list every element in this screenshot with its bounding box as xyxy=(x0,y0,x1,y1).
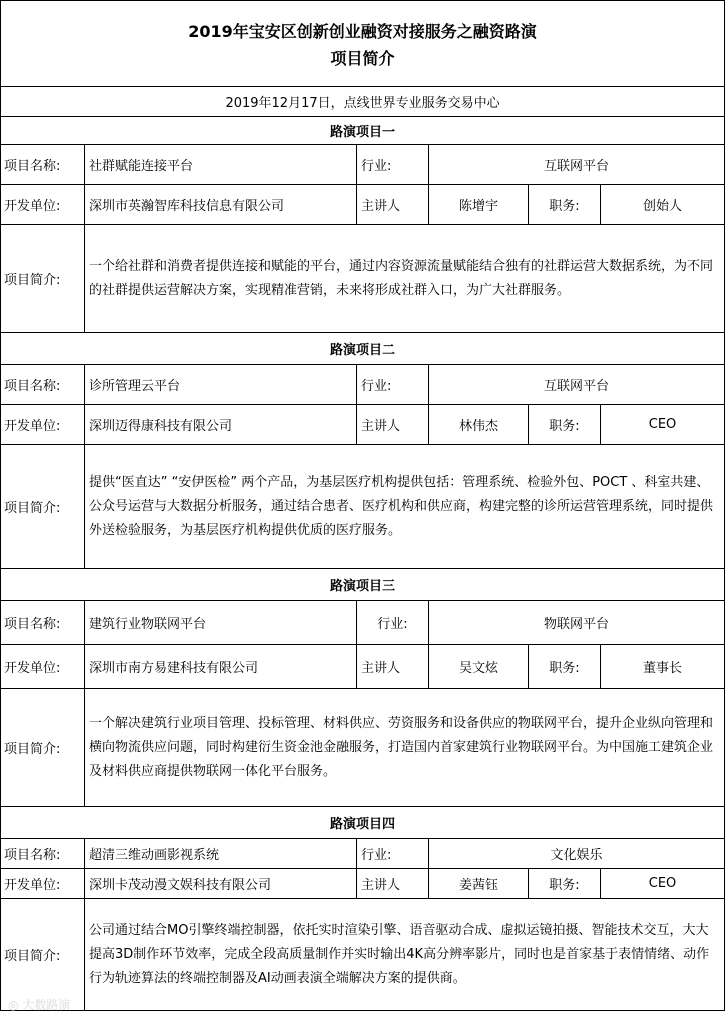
section-heading: 路演项目一 xyxy=(1,117,725,145)
industry-value: 物联网平台 xyxy=(429,601,725,645)
project-description: 一个给社群和消费者提供连接和赋能的平台，通过内容资源流量赋能结合独有的社群运营大数据系统，为不同的社群提供运营解决方案，实现精准营销，未来将形成社群入口，为广大社群服务。 xyxy=(85,225,725,333)
section-heading: 路演项目四 xyxy=(1,807,725,839)
intro-label: 项目简介: xyxy=(1,689,85,807)
project-description: 公司通过结合MO引擎终端控制器，依托实时渲染引擎、语音驱动合成、虚拟运镜拍摄、智能技术交互，大大提高3D制作环节效率，完成全段高质量制作并实时输出4K高分辨率影片，同时也是首家基于表情情绪、动作行为轨迹算法的终端控制器及AI动画表演全端解决方案的提供商。 xyxy=(85,899,725,1011)
position-label: 职务: xyxy=(529,405,601,445)
section-heading: 路演项目三 xyxy=(1,569,725,601)
industry-value: 文化娱乐 xyxy=(429,839,725,869)
presenter-value: 姜茜钰 xyxy=(429,869,529,899)
project-name: 社群赋能连接平台 xyxy=(85,145,357,185)
position-value: CEO xyxy=(601,869,725,899)
intro-label: 项目简介: xyxy=(1,899,85,1011)
name-label: 项目名称: xyxy=(1,145,85,185)
industry-value: 互联网平台 xyxy=(429,365,725,405)
presenter-value: 陈增宇 xyxy=(429,185,529,225)
industry-label: 行业: xyxy=(357,365,429,405)
position-label: 职务: xyxy=(529,869,601,899)
project-description: 一个解决建筑行业项目管理、投标管理、材料供应、劳资服务和设备供应的物联网平台，提升企业纵向管理和横向物流供应问题，同时构建衍生资金池金融服务，打造国内首家建筑行业物联网平台。为中国施工建筑企业及材料供应商提供物联网一体化平台服务。 xyxy=(85,689,725,807)
developer-value: 深圳卡茂动漫文娱科技有限公司 xyxy=(85,869,357,899)
watermark-text: 大数路演 xyxy=(22,998,71,1012)
developer-label: 开发单位: xyxy=(1,645,85,689)
presenter-label: 主讲人 xyxy=(357,405,429,445)
developer-value: 深圳迈得康科技有限公司 xyxy=(85,405,357,445)
position-value: 创始人 xyxy=(601,185,725,225)
position-label: 职务: xyxy=(529,645,601,689)
page-title xyxy=(1,1,725,87)
developer-label: 开发单位: xyxy=(1,869,85,899)
position-value: CEO xyxy=(601,405,725,445)
project-description: 提供“医直达” “安伊医检” 两个产品，为基层医疗机构提供包括：管理系统、检验外包、POCT 、科室共建、公众号运营与大数据分析服务，通过结合患者、医疗机构和供应商，构建完整的诊所运营管理系统，同时提供外送检验服务，为基层医疗机构提供优质的医疗服务。 xyxy=(85,445,725,569)
section-heading: 路演项目二 xyxy=(1,333,725,365)
presenter-label: 主讲人 xyxy=(357,185,429,225)
name-label: 项目名称: xyxy=(1,365,85,405)
presenter-value: 吴文炫 xyxy=(429,645,529,689)
weibo-icon: ◎ xyxy=(8,998,19,1012)
industry-label: 行业: xyxy=(357,839,429,869)
title-line-2: 项目简介 xyxy=(330,48,395,68)
industry-label: 行业: xyxy=(357,601,429,645)
project-name: 诊所管理云平台 xyxy=(85,365,357,405)
presenter-label: 主讲人 xyxy=(357,645,429,689)
project-name: 超清三维动画影视系统 xyxy=(85,839,357,869)
industry-value: 互联网平台 xyxy=(429,145,725,185)
presenter-label: 主讲人 xyxy=(357,869,429,899)
industry-label: 行业: xyxy=(357,145,429,185)
position-value: 董事长 xyxy=(601,645,725,689)
title-line-1: 2019年宝安区创新创业融资对接服务之融资路演 xyxy=(188,21,537,41)
name-label: 项目名称: xyxy=(1,601,85,645)
date-venue: 2019年12月17日，点线世界专业服务交易中心 xyxy=(1,87,725,117)
watermark xyxy=(8,996,70,1013)
developer-value: 深圳市南方易建科技有限公司 xyxy=(85,645,357,689)
position-label: 职务: xyxy=(529,185,601,225)
name-label: 项目名称: xyxy=(1,839,85,869)
developer-label: 开发单位: xyxy=(1,185,85,225)
developer-value: 深圳市英瀚智库科技信息有限公司 xyxy=(85,185,357,225)
presenter-value: 林伟杰 xyxy=(429,405,529,445)
intro-label: 项目简介: xyxy=(1,445,85,569)
developer-label: 开发单位: xyxy=(1,405,85,445)
project-name: 建筑行业物联网平台 xyxy=(85,601,357,645)
intro-label: 项目简介: xyxy=(1,225,85,333)
